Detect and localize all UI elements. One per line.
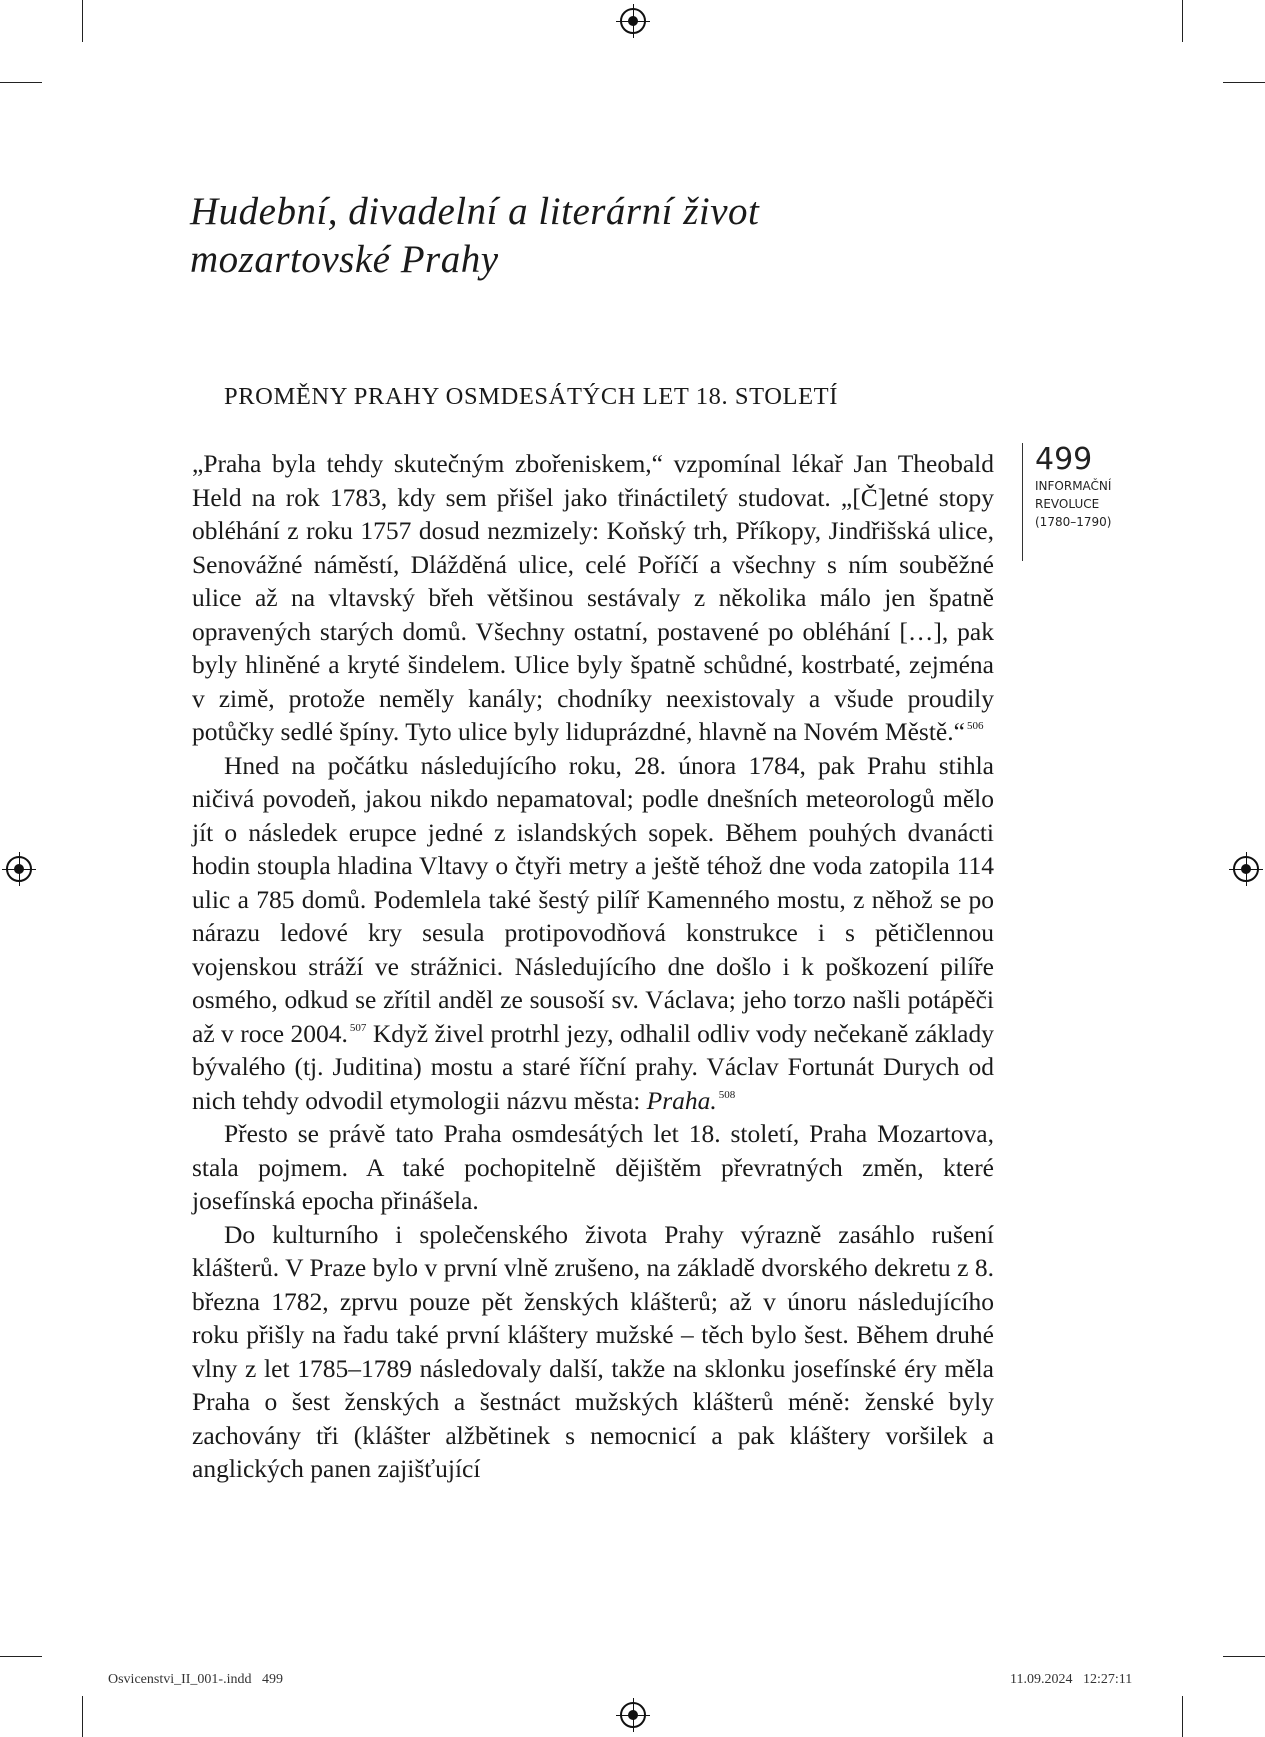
paragraph-2-emphasis: Praha. — [646, 1085, 717, 1115]
paragraph-2-text-a: Hned na počátku následujícího roku, 28. února 1784, pak Prahu stihla ničivá povodeň, jakou nikdo nepamatoval; podle dnešních meteorologů mělo jít o následek erupce jedné z islandských sopek. Během pouhých dvanácti hodin stoupla hladina Vltavy o čtyři metry a ještě téhož dne voda zatopila 114 ulic a 785 domů. Podemlela také šestý pilíř Kamenného mostu, z něhož se po nárazu ledové kry sesula protipovodňová konstrukce i s pětičlennou vojenskou stráží ve strážnici. Následujícího dne došlo i k poškození pilíře osmého, odkud se zřítil anděl ze sousoší sv. Václava; jeho torzo našli potápěči až v roce 2004. — [192, 750, 994, 1048]
body-text — [192, 447, 994, 1486]
margin-label-line-1: INFORMAČNÍ — [1035, 479, 1112, 493]
crop-mark-top-right-v — [1182, 0, 1183, 42]
margin-note — [1022, 443, 1111, 561]
paragraph-2 — [192, 749, 994, 1118]
slug-date-time: 11.09.2024 12:27:11 — [1010, 1672, 1133, 1687]
paragraph-1-text: „Praha byla tehdy skutečným zbořeniskem,“ vzpomínal lékař Jan Theobald Held na rok 1783, kdy sem přišel jako třináctiletý studovat. „[Č]etné stopy obléhání z roku 1757 dosud nezmizely: Koňský trh, Příkopy, Jindřišská ulice, Senovážné náměstí, Dlážděná ulice, celé Poříčí a všechny s ním souběžné ulice až na vltavský břeh většinou sestávaly z několika málo jen špatně opravených starých domů. Všechny ostatní, postavené po obléhání […], pak byly hliněné a kryté šindelem. Ulice byly špatně schůdné, kostrbaté, zejména v zimě, protože neměly kanály; chodníky neexistovaly a všude proudily potůčky sedlé špíny. Tyto ulice byly liduprázdné, hlavně na Novém Městě.“ — [192, 449, 994, 746]
footnote-ref-507[interactable]: 507 — [349, 1021, 367, 1034]
paragraph-2-text-b: Když živel protrhl jezy, odhalil odliv vody nečekaně základy bývalého (tj. Juditina) mostu a staré říční prahy. Václav Fortunát Durych od nich tehdy odvodil etymologii názvu města: — [192, 1018, 994, 1115]
crop-mark-bottom-left-h — [0, 1656, 42, 1657]
crop-mark-bottom-right-v — [1182, 1696, 1183, 1737]
slug-file-info: Osvicenstvi_II_001-.indd 499 — [108, 1672, 283, 1687]
footnote-ref-508[interactable]: 508 — [718, 1088, 736, 1101]
chapter-title-line-1: Hudební, divadelní a literární život — [190, 190, 760, 233]
footnote-ref-506[interactable]: 506 — [966, 720, 984, 732]
registration-mark-icon-bottom — [620, 1702, 646, 1728]
crop-mark-top-left-h — [0, 82, 42, 83]
chapter-title-line-2: mozartovské Prahy — [190, 238, 499, 281]
registration-mark-icon-left — [6, 856, 32, 882]
crop-mark-bottom-right-h — [1223, 1656, 1265, 1657]
section-heading: PROMĚNY PRAHY OSMDESÁTÝCH LET 18. STOLETÍ — [224, 383, 838, 410]
crop-mark-top-left-v — [82, 0, 83, 42]
registration-mark-icon-right — [1233, 856, 1259, 882]
crop-mark-bottom-left-v — [82, 1696, 83, 1737]
margin-label-line-3: (1780–1790) — [1035, 515, 1112, 529]
paragraph-4: Do kulturního i společenského života Prahy výrazně zasáhlo rušení klášterů. V Praze bylo v první vlně zrušeno, na základě dvorského dekretu z 8. března 1782, zprvu pouze pět ženských klášterů; až v únoru následujícího roku přišly na řadu také první kláštery mužské – těch bylo šest. Během druhé vlny z let 1785–1789 následovaly další, takže na sklonku josefínské éry měla Praha o šest ženských a šestnáct mužských klášterů méně: ženské byly zachovány tři (klášter alžbětinek s nemocnicí a pak kláštery voršilek a anglických panen zajišťující — [192, 1219, 994, 1483]
crop-mark-top-right-h — [1223, 82, 1265, 83]
registration-mark-icon-top — [620, 8, 646, 34]
chapter-title — [190, 188, 950, 284]
paragraph-1 — [192, 447, 994, 749]
paragraph-3: Přesto se právě tato Praha osmdesátých let 18. století, Praha Mozartova, stala pojmem. A také pochopitelně dějištěm převratných změn, které josefínská epocha přinášela. — [192, 1119, 994, 1215]
margin-label-line-2: REVOLUCE — [1035, 497, 1100, 511]
page-number: 499 — [1035, 442, 1093, 477]
